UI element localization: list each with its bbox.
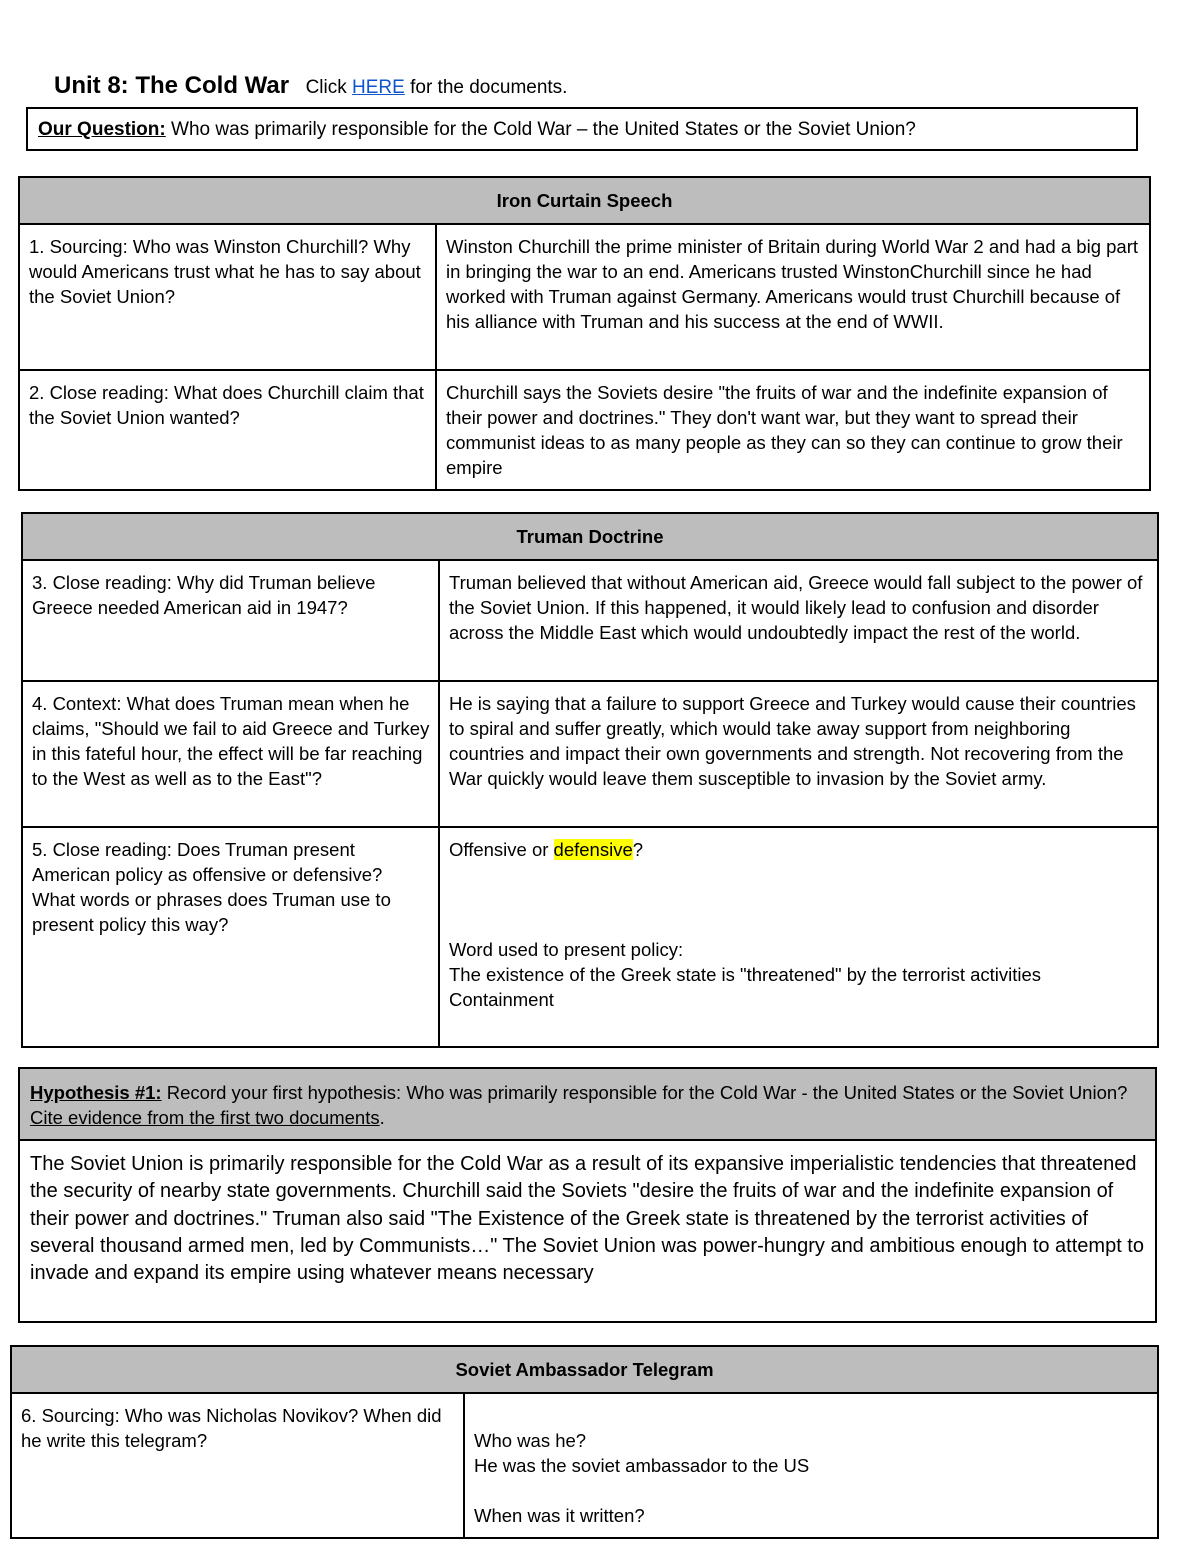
words-line-1: The existence of the Greek state is "threatened" by the terrorist activities: [449, 964, 1042, 985]
answer-6[interactable]: [464, 1393, 1158, 1538]
telegram-title: Soviet Ambassador Telegram: [11, 1346, 1158, 1393]
highlighted-answer: defensive: [553, 839, 633, 860]
answer-3[interactable]: Truman believed that without American aid, Greece would fall subject to the power of the Soviet Union. If this happened, it would likely lead to confusion and disorder across the Middle East which would undoubtedly impact the rest of the world.: [439, 560, 1158, 681]
spacer: [449, 862, 1149, 937]
our-question-label: Our Question:: [38, 119, 166, 140]
question-4: 4. Context: What does Truman mean when he claims, "Should we fail to aid Greece and Turkey in this fateful hour, the effect will be far reaching to the West as well as to the East"?: [22, 681, 439, 827]
question-1: 1. Sourcing: Who was Winston Churchill? Why would Americans trust what he has to say about the Soviet Union?: [19, 224, 436, 370]
hypothesis-cite: Cite evidence from the first two documents: [30, 1107, 380, 1128]
page-title: Unit 8: The Cold War: [54, 72, 290, 99]
answer-1[interactable]: Winston Churchill the prime minister of Britain during World War 2 and had a big part in bringing the war to an end. Americans trusted WinstonChurchill since he had worked with Truman against Germany. Americans would trust Churchill because of his alliance with Truman and his success at the end of WWII.: [436, 224, 1150, 370]
hypothesis-answer[interactable]: The Soviet Union is primarily responsible for the Cold War as a result of its expansive imperialistic tendencies that threatened the security of nearby state governments. Churchill said the Soviets "desire the fruits of war and the indefinite expansion of their power and doctrines." Truman also said "The Existence of the Greek state is threatened by the terrorist activities of several thousand armed men, led by Communists…" The Soviet Union was power-hungry and ambitious enough to attempt to invade and expand its empire using whatever means necessary: [30, 1153, 1144, 1285]
telegram-table: [10, 1345, 1159, 1539]
documents-link[interactable]: HERE: [352, 77, 405, 98]
hypothesis-period: .: [379, 1107, 385, 1128]
our-question-text: Who was primarily responsible for the Cold War – the United States or the Soviet Union?: [171, 119, 916, 140]
iron-curtain-table: [18, 176, 1151, 491]
page-header: [54, 72, 567, 100]
click-suffix: for the documents.: [410, 77, 568, 98]
our-question-box: [26, 107, 1138, 151]
answer-2[interactable]: Churchill says the Soviets desire "the fruits of war and the indefinite expansion of their power and doctrines." They don't want war, but they want to spread their communist ideas to as many people as they can so they can continue to grow their empire: [436, 370, 1150, 490]
offensive-defensive-line: [449, 837, 1149, 862]
truman-doctrine-title: Truman Doctrine: [22, 513, 1158, 560]
answer-5[interactable]: [439, 827, 1158, 1047]
iron-curtain-title: Iron Curtain Speech: [19, 177, 1150, 224]
question-5: 5. Close reading: Does Truman present American policy as offensive or defensive? What words or phrases does Truman use to present policy this way?: [22, 827, 439, 1047]
hypothesis-prompt: Record your first hypothesis: Who was primarily responsible for the Cold War - the United States or the Soviet Union?: [166, 1082, 1128, 1103]
hypothesis-label: Hypothesis #1:: [30, 1082, 162, 1103]
question-6: 6. Sourcing: Who was Nicholas Novikov? When did he write this telegram?: [11, 1393, 464, 1538]
who-label: Who was he?: [474, 1430, 587, 1451]
click-prefix: Click: [305, 77, 347, 98]
when-label: When was it written?: [474, 1505, 645, 1526]
question-3: 3. Close reading: Why did Truman believe Greece needed American aid in 1947?: [22, 560, 439, 681]
truman-doctrine-table: [21, 512, 1159, 1048]
words-line-2: Containment: [449, 989, 554, 1010]
question-2: 2. Close reading: What does Churchill claim that the Soviet Union wanted?: [19, 370, 436, 490]
words-label: Word used to present policy:: [449, 939, 684, 960]
documents-link-line: [306, 77, 568, 98]
hypothesis-box: [18, 1067, 1157, 1323]
who-answer: He was the soviet ambassador to the US: [474, 1455, 810, 1476]
answer-4[interactable]: He is saying that a failure to support Greece and Turkey would cause their countries to spiral and suffer greatly, which would take away support from neighboring countries and impact their own governments and strength. Not recovering from the War quickly would leave them susceptible to invasion by the Soviet army.: [439, 681, 1158, 827]
hypothesis-header: [20, 1069, 1155, 1141]
answer-5-suffix: ?: [632, 839, 644, 860]
spacer: [474, 1478, 1149, 1503]
spacer: [474, 1403, 1149, 1428]
answer-5-prefix: Offensive or: [449, 839, 554, 860]
